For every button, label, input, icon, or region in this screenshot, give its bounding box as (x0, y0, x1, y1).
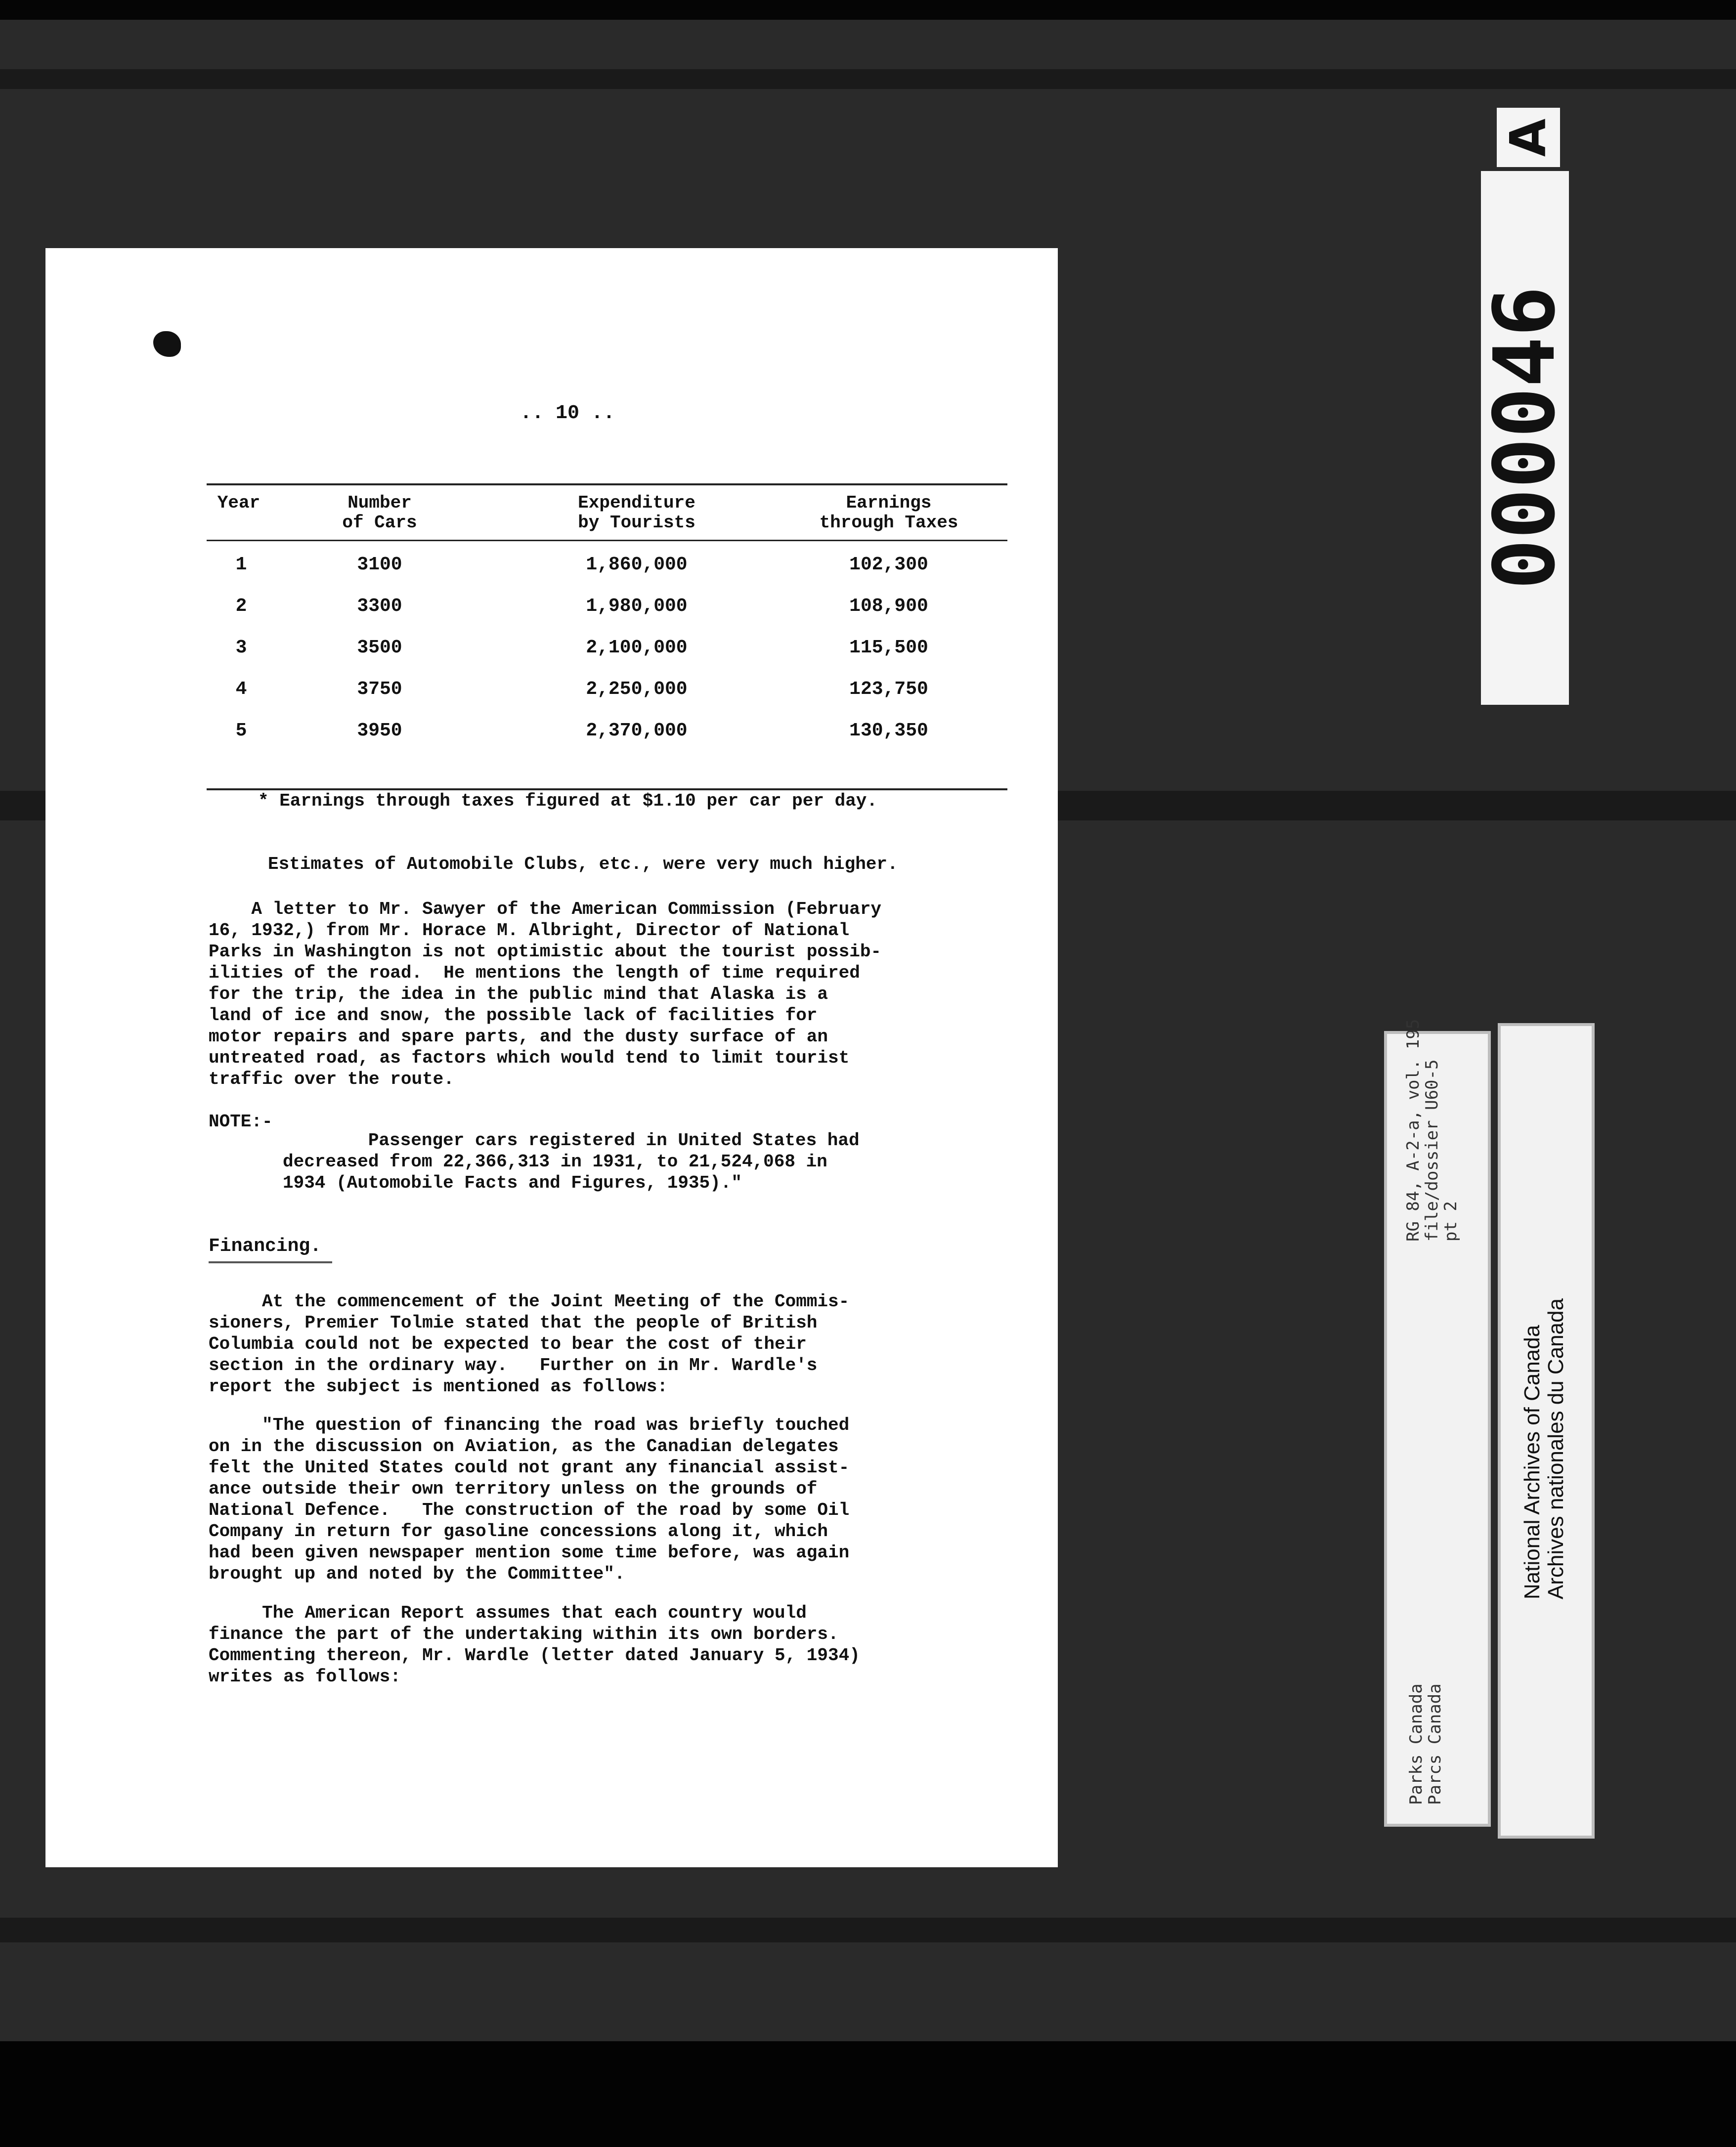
heading-underline (209, 1261, 332, 1263)
header-year: Year (217, 493, 260, 513)
table-body (207, 541, 1007, 788)
cell-year: 5 (235, 720, 247, 741)
data-table (207, 483, 1007, 790)
table-row (207, 637, 1007, 667)
cell-earnings: 108,900 (849, 596, 928, 617)
film-bottom-edge (0, 2041, 1736, 2147)
frame-number-stamp (1476, 171, 1574, 705)
table-bottom-rule (207, 788, 1007, 790)
header-expenditure: Expenditure by Tourists (578, 493, 695, 533)
national-archives-label (1498, 1023, 1595, 1839)
letter-paragraph: A letter to Mr. Sawyer of the American Commission (February 16, 1932,) from Mr. Horace M. Albright, Director of National Parks in Washington is not optimistic about the tourist possib- ilities of the road. He mentions the length of time required for the trip, the idea in the public mind that Alaska is a land of ice and snow, the possible lack of facilities for motor repairs and spare parts, and the dusty surface of an untreated road, as factors which would tend to limit tourist traffic over the route. (209, 899, 882, 1089)
cell-earnings: 102,300 (849, 554, 928, 575)
estimates-line: Estimates of Automobile Clubs, etc., were very much higher. (268, 854, 898, 874)
table-row (207, 679, 1007, 708)
cell-cars: 3750 (357, 679, 402, 700)
financing-heading: Financing. (209, 1236, 322, 1257)
cell-cars: 3500 (357, 637, 402, 658)
film-top-edge (0, 0, 1736, 20)
financing-paragraph-1: At the commencement of the Joint Meeting of the Commis- sioners, Premier Tolmie stated that the people of British Columbia could not be expected to bear the cost of their section in the ordinary way. Further on in Mr. Wardle's report the subject is mentioned as follows: (209, 1291, 850, 1397)
frame-number: 000046 (1476, 286, 1574, 590)
note-text: Passenger cars registered in United States had decreased from 22,366,313 in 1931, to 21,524,068 in 1934 (Automobile Facts and Figures, 1935)." (283, 1130, 860, 1193)
ink-blot (153, 331, 181, 357)
cell-earnings: 123,750 (849, 679, 928, 700)
cell-year: 2 (235, 596, 247, 617)
table-row (207, 596, 1007, 625)
cell-earnings: 130,350 (849, 720, 928, 741)
cell-cars: 3950 (357, 720, 402, 741)
page-number: .. 10 .. (520, 402, 615, 425)
table-row (207, 720, 1007, 750)
table-footnote: * Earnings through taxes figured at $1.10 per car per day. (258, 791, 878, 811)
financing-quote: "The question of financing the road was briefly touched on in the discussion on Aviation, as the Canadian delegates felt the United States could not grant any financial assist- ance outside their own territory unless on the grounds of National Defence. The construction of the road by some Oil Company in return for gasoline concessions along it, which had been given newspaper mention some time before, was again brought up and noted by the Committee". (209, 1415, 850, 1584)
cell-expenditure: 1,980,000 (586, 596, 688, 617)
cell-expenditure: 1,860,000 (586, 554, 688, 575)
cell-cars: 3100 (357, 554, 402, 575)
national-archives-text: National Archives of Canada Archives nationales du Canada (1520, 1298, 1568, 1599)
cell-cars: 3300 (357, 596, 402, 617)
film-streak (0, 1918, 1736, 1942)
cell-year: 1 (235, 554, 247, 575)
frame-letter-stamp (1497, 108, 1560, 167)
table-header (207, 485, 1007, 540)
document-page (45, 248, 1058, 1867)
archive-reference: RG 84, A-2-a, vol. 195 file/dossier U60-5 pt 2 (1403, 1019, 1461, 1242)
parks-canada-text: Parks Canada Parcs Canada (1406, 1683, 1445, 1805)
header-earnings: Earnings through Taxes (819, 493, 958, 533)
financing-paragraph-2: The American Report assumes that each country would finance the part of the undertaking within its own borders. Commenting thereon, Mr. Wardle (letter dated January 5, 1934) writes as follows: (209, 1603, 860, 1687)
cell-earnings: 115,500 (849, 637, 928, 658)
parks-canada-label (1384, 1019, 1491, 1827)
table-row (207, 554, 1007, 584)
cell-year: 4 (235, 679, 247, 700)
header-cars: Number of Cars (342, 493, 417, 533)
frame-letter: A (1499, 118, 1558, 157)
note-label: NOTE:- (209, 1112, 273, 1132)
cell-year: 3 (235, 637, 247, 658)
cell-expenditure: 2,250,000 (586, 679, 688, 700)
cell-expenditure: 2,100,000 (586, 637, 688, 658)
film-streak (0, 69, 1736, 89)
cell-expenditure: 2,370,000 (586, 720, 688, 741)
